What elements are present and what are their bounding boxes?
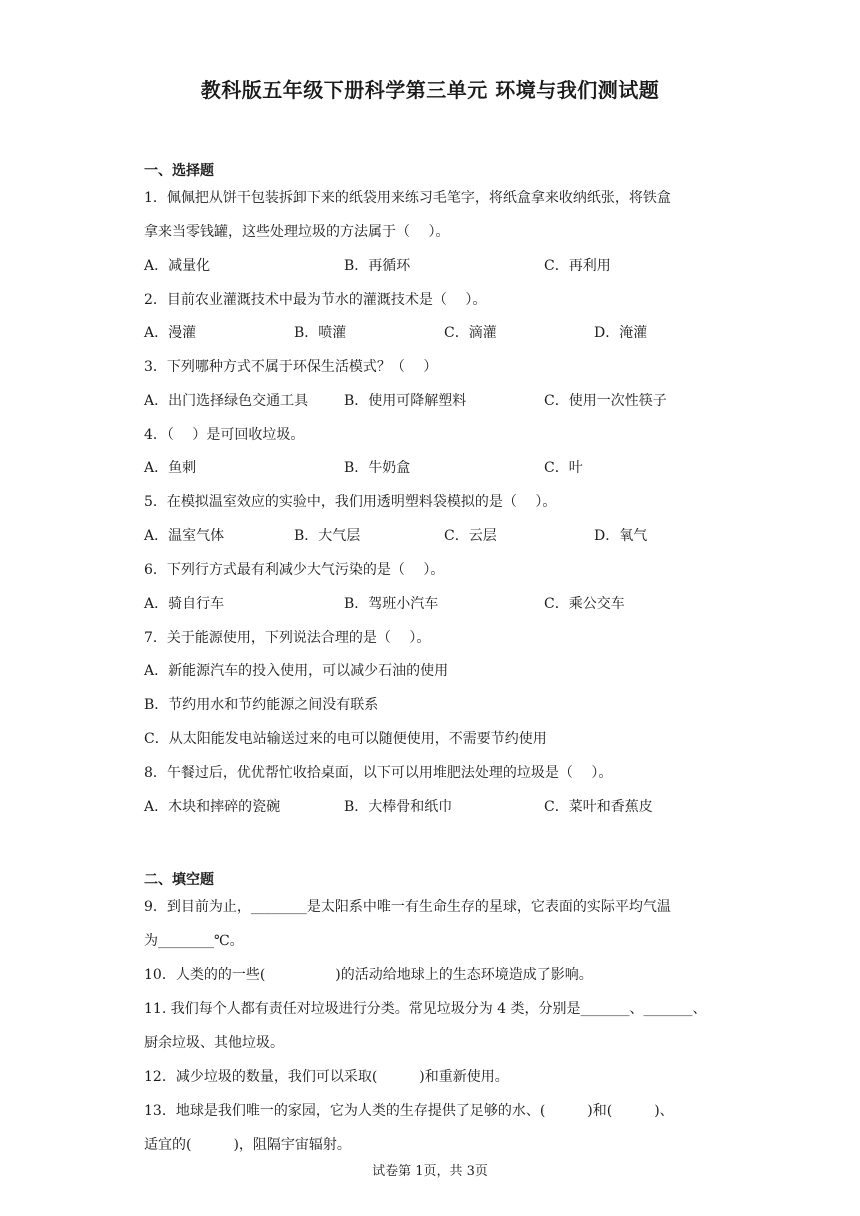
question-1-line-1: 1．佩佩把从饼干包装拆卸下来的纸袋用来练习毛笔字，将纸盒拿来收纳纸张，将铁盒 [144,190,671,206]
question-8-option-b: B．大棒骨和纸巾 [344,799,453,815]
question-4-line-1: 4．（ ）是可回收垃圾。 [144,427,305,443]
question-2-option-d: D．淹灌 [594,325,648,341]
question-4-option-c: C．叶 [544,460,583,476]
section-heading-choice: 一、选择题 [144,163,214,179]
question-4-option-a: A．鱼刺 [144,460,197,476]
question-1-line-2: 拿来当零钱罐，这些处理垃圾的方法属于（ ）。 [144,224,450,240]
question-1-option-b: B．再循环 [344,258,411,274]
question-9-line-1: 9．到目前为止，________是太阳系中唯一有生命生存的星球，它表面的实际平均气温 [144,899,671,915]
question-8-option-c: C．菜叶和香蕉皮 [544,799,653,815]
question-5-option-b: B．大气层 [294,528,361,544]
question-13-line-2: 适宜的( )，阻隔宇宙辐射。 [144,1137,351,1153]
question-12-line-1: 12．减少垃圾的数量，我们可以采取( )和重新使用。 [144,1069,509,1085]
question-3-option-c: C．使用一次性筷子 [544,393,667,409]
question-3-option-b: B．使用可降解塑料 [344,393,467,409]
question-2-option-a: A．漫灌 [144,325,197,341]
page-title: 教科版五年级下册科学第三单元 环境与我们测试题 [200,78,660,102]
question-11-line-1: 11. 我们每个人都有责任对垃圾进行分类。常见垃圾分为 4 类，分别是_______、_______、 [144,1001,707,1017]
question-5-line-1: 5．在模拟温室效应的实验中，我们用透明塑料袋模拟的是（ ）。 [144,494,557,510]
question-6-line-1: 6．下列行方式最有利减少大气污染的是（ ）。 [144,562,445,578]
section-heading-fill-blank: 二、填空题 [144,872,214,888]
question-4-option-b: B．牛奶盒 [344,460,411,476]
question-6-option-a: A．骑自行车 [144,596,225,612]
question-5-option-d: D．氧气 [594,528,648,544]
question-8-line-1: 8．午餐过后，优优帮忙收拾桌面，以下可以用堆肥法处理的垃圾是（ ）。 [144,765,613,781]
question-2-option-c: C．滴灌 [444,325,497,341]
page-footer: 试卷第 1页，共 3页 [372,1164,488,1179]
question-7-option-b: B．节约用水和节约能源之间没有联系 [144,697,379,713]
question-1-option-c: C．再利用 [544,258,611,274]
question-10-line-1: 10．人类的的一些( )的活动给地球上的生态环境造成了影响。 [144,967,593,983]
question-7-option-a: A．新能源汽车的投入使用，可以减少石油的使用 [144,663,449,679]
question-3-line-1: 3．下列哪种方式不属于环保生活模式？（ ） [144,359,438,375]
question-13-line-1: 13．地球是我们唯一的家园，它为人类的生存提供了足够的水、( )和( )、 [144,1103,674,1119]
question-11-line-2: 厨余垃圾、其他垃圾。 [144,1035,284,1051]
question-7-line-1: 7．关于能源使用，下列说法合理的是（ ）。 [144,630,431,646]
question-1-option-a: A．减量化 [144,258,211,274]
question-2-option-b: B．喷灌 [294,325,347,341]
question-3-option-a: A．出门选择绿色交通工具 [144,393,309,409]
question-2-line-1: 2．目前农业灌溉技术中最为节水的灌溉技术是（ ）。 [144,292,487,308]
question-6-option-b: B．驾班小汽车 [344,596,439,612]
question-6-option-c: C．乘公交车 [544,596,625,612]
question-7-option-c: C．从太阳能发电站输送过来的电可以随便使用，不需要节约使用 [144,731,547,747]
question-5-option-a: A．温室气体 [144,528,225,544]
question-5-option-c: C．云层 [444,528,497,544]
question-8-option-a: A．木块和摔碎的瓷碗 [144,799,281,815]
question-9-line-2: 为________℃。 [144,933,244,949]
